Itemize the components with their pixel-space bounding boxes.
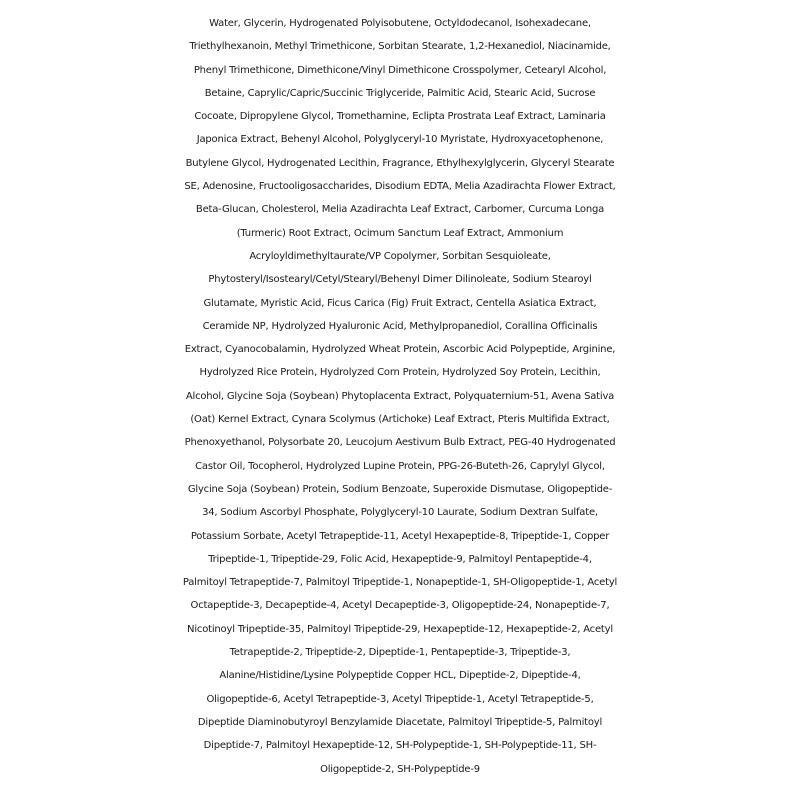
ingredient-line: Beta-Glucan, Cholesterol, Melia Azadirachta Leaf Extract, Carbomer, Curcuma Longa bbox=[195, 204, 605, 216]
ingredient-line: Phenyl Trimethicone, Dimethicone/Vinyl Dimethicone Crosspolymer, Cetearyl Alcohol, bbox=[193, 64, 607, 76]
ingredient-line: Cocoate, Dipropylene Glycol, Tromethamine, Eclipta Prostrata Leaf Extract, Laminaria bbox=[194, 111, 606, 123]
ingredient-line: Tripeptide-1, Tripeptide-29, Folic Acid, Hexapeptide-9, Palmitoyl Pentapeptide-4, bbox=[208, 553, 592, 565]
ingredient-line: Glutamate, Myristic Acid, Ficus Carica (Fig) Fruit Extract, Centella Asiatica Extract, bbox=[203, 297, 597, 309]
ingredient-list bbox=[0, 12, 800, 781]
ingredient-line: Glycine Soja (Soybean) Protein, Sodium Benzoate, Superoxide Dismutase, Oligopeptide- bbox=[187, 483, 613, 495]
ingredient-line: Hydrolyzed Rice Protein, Hydrolyzed Corn Protein, Hydrolyzed Soy Protein, Lecithin, bbox=[199, 367, 601, 379]
ingredient-line: Phenoxyethanol, Polysorbate 20, Leucojum Aestivum Bulb Extract, PEG-40 Hydrogenated bbox=[184, 437, 616, 449]
ingredient-line: Castor Oil, Tocopherol, Hydrolyzed Lupine Protein, PPG-26-Buteth-26, Caprylyl Glycol, bbox=[195, 460, 605, 472]
ingredient-line: Nicotinoyl Tripeptide-35, Palmitoyl Tripeptide-29, Hexapeptide-12, Hexapeptide-2, Acetyl bbox=[187, 623, 613, 635]
ingredient-line: Alanine/Histidine/Lysine Polypeptide Copper HCL, Dipeptide-2, Dipeptide-4, bbox=[219, 670, 581, 682]
ingredient-line: Ceramide NP, Hydrolyzed Hyaluronic Acid, Methylpropanediol, Corallina Officinalis bbox=[202, 320, 598, 332]
ingredient-line: Palmitoyl Tetrapeptide-7, Palmitoyl Tripeptide-1, Nonapeptide-1, SH-Oligopeptide-1, Acetyl bbox=[182, 577, 618, 589]
ingredient-line: Phytosteryl/Isostearyl/Cetyl/Stearyl/Behenyl Dimer Dilinoleate, Sodium Stearoyl bbox=[208, 274, 592, 286]
ingredient-line: (Turmeric) Root Extract, Ocimum Sanctum Leaf Extract, Ammonium bbox=[236, 227, 564, 239]
ingredient-line: Alcohol, Glycine Soja (Soybean) Phytoplacenta Extract, Polyquaternium-51, Avena Sativa bbox=[185, 390, 615, 402]
ingredient-line: Dipeptide-7, Palmitoyl Hexapeptide-12, SH-Polypeptide-1, SH-Polypeptide-11, SH- bbox=[203, 740, 597, 752]
ingredient-line: SE, Adenosine, Fructooligosaccharides, Disodium EDTA, Melia Azadirachta Flower Extract, bbox=[184, 181, 616, 193]
ingredient-line: Betaine, Caprylic/Capric/Succinic Triglyceride, Palmitic Acid, Stearic Acid, Sucrose bbox=[204, 87, 596, 99]
ingredient-line: Oligopeptide-2, SH-Polypeptide-9 bbox=[320, 763, 480, 775]
ingredient-line: (Oat) Kernel Extract, Cynara Scolymus (Artichoke) Leaf Extract, Pteris Multifida Extract, bbox=[190, 414, 610, 426]
ingredient-line: 34, Sodium Ascorbyl Phosphate, Polyglyceryl-10 Laurate, Sodium Dextran Sulfate, bbox=[202, 507, 598, 519]
ingredient-line: Oligopeptide-6, Acetyl Tetrapeptide-3, Acetyl Tripeptide-1, Acetyl Tetrapeptide-5, bbox=[206, 693, 594, 705]
ingredient-line: Dipeptide Diaminobutyroyl Benzylamide Diacetate, Palmitoyl Tripeptide-5, Palmitoyl bbox=[197, 716, 603, 728]
ingredient-line: Japonica Extract, Behenyl Alcohol, Polyglyceryl-10 Myristate, Hydroxyacetophenone, bbox=[196, 134, 604, 146]
ingredient-line: Butylene Glycol, Hydrogenated Lecithin, Fragrance, Ethylhexylglycerin, Glyceryl Stearate bbox=[185, 157, 615, 169]
ingredient-line: Water, Glycerin, Hydrogenated Polyisobutene, Octyldodecanol, Isohexadecane, bbox=[209, 18, 591, 29]
ingredient-line: Extract, Cyanocobalamin, Hydrolyzed Wheat Protein, Ascorbic Acid Polypeptide, Arginine, bbox=[184, 344, 616, 356]
ingredient-line: Triethylhexanoin, Methyl Trimethicone, Sorbitan Stearate, 1,2-Hexanediol, Niacinamide, bbox=[189, 41, 611, 53]
ingredient-line: Potassium Sorbate, Acetyl Tetrapeptide-11, Acetyl Hexapeptide-8, Tripeptide-1, Copper bbox=[190, 530, 610, 542]
ingredient-line: Tetrapeptide-2, Tripeptide-2, Dipeptide-1, Pentapeptide-3, Tripeptide-3, bbox=[229, 647, 571, 659]
ingredient-line: Acryloyldimethyltaurate/VP Copolymer, Sorbitan Sesquioleate, bbox=[249, 250, 551, 262]
ingredient-line: Octapeptide-3, Decapeptide-4, Acetyl Decapeptide-3, Oligopeptide-24, Nonapeptide-7, bbox=[190, 600, 610, 612]
